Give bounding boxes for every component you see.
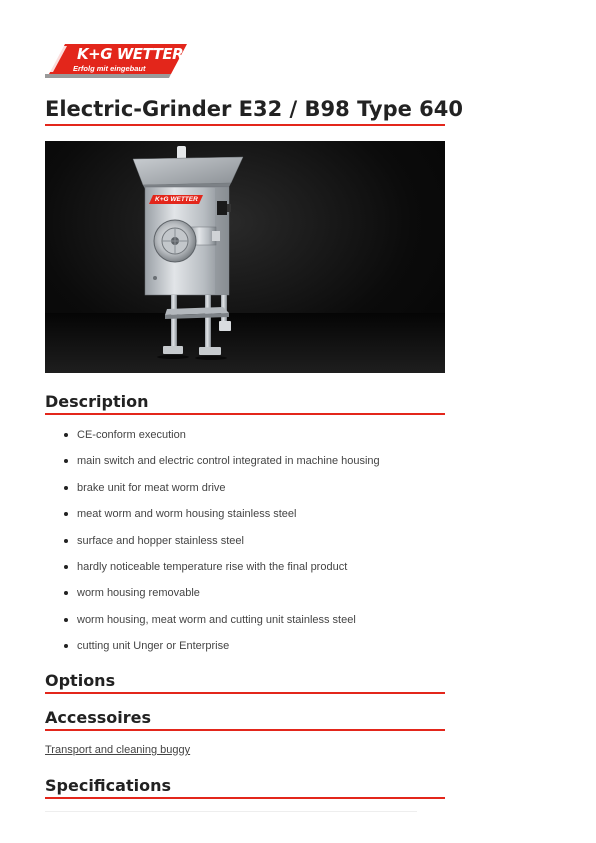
list-item: hardly noticeable temperature rise with the final product: [45, 559, 445, 585]
list-item: surface and hopper stainless steel: [45, 533, 445, 559]
page-title: Electric-Grinder E32 / B98 Type 640: [45, 97, 445, 126]
logo-tagline: Erfolg mit eingebaut: [73, 64, 146, 73]
section-heading-options: Options: [45, 671, 445, 694]
list-item: cutting unit Unger or Enterprise: [45, 638, 445, 664]
description-list: [45, 427, 445, 665]
nameplate-text: K+G WETTER: [155, 196, 198, 203]
list-item: brake unit for meat worm drive: [45, 480, 445, 506]
divider: [45, 811, 417, 812]
brand-logo[interactable]: [45, 44, 187, 78]
list-item: main switch and electric control integrated in machine housing: [45, 453, 445, 479]
section-heading-description: Description: [45, 392, 445, 415]
list-item: worm housing removable: [45, 585, 445, 611]
logo-brand-text: K+G WETTER: [77, 45, 184, 63]
grinder-illustration: [45, 141, 445, 373]
section-heading-accessoires: Accessoires: [45, 708, 445, 731]
section-heading-specifications: Specifications: [45, 776, 445, 799]
list-item: meat worm and worm housing stainless steel: [45, 506, 445, 532]
product-image: [45, 141, 445, 373]
transport-buggy-link[interactable]: Transport and cleaning buggy: [45, 744, 191, 756]
list-item: worm housing, meat worm and cutting unit stainless steel: [45, 612, 445, 638]
list-item: CE-conform execution: [45, 427, 445, 453]
